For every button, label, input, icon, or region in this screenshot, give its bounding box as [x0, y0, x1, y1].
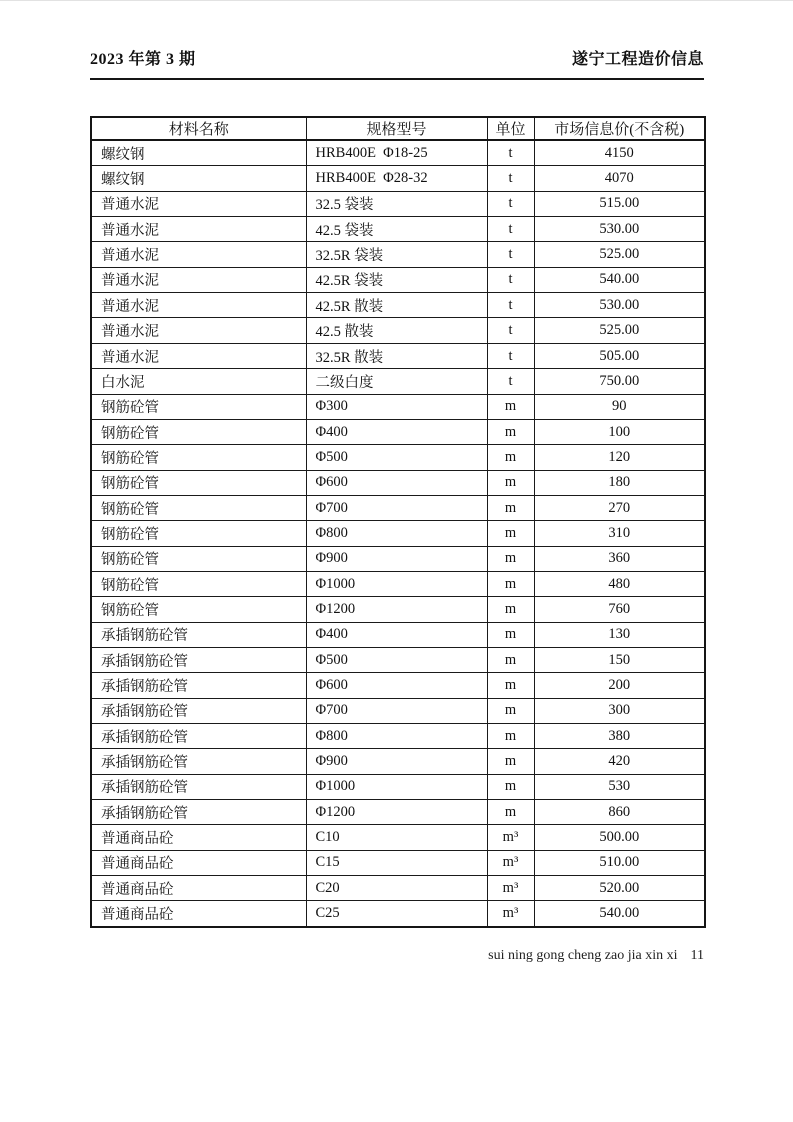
cell-material-name: 钢筋砼管 — [91, 445, 306, 470]
table-row — [91, 394, 705, 419]
cell-spec-model: Φ1000 — [306, 571, 487, 596]
cell-unit: m — [487, 521, 534, 546]
cell-material-name: 普通水泥 — [91, 242, 306, 267]
cell-spec-model: Φ1200 — [306, 597, 487, 622]
cell-material-name: 普通水泥 — [91, 318, 306, 343]
cell-unit: m³ — [487, 901, 534, 927]
cell-market-price: 100 — [534, 419, 705, 444]
cell-material-name: 钢筋砼管 — [91, 394, 306, 419]
cell-market-price: 520.00 — [534, 876, 705, 901]
column-header-material: 材料名称 — [91, 117, 306, 140]
cell-market-price: 130 — [534, 622, 705, 647]
cell-spec-model: Φ500 — [306, 445, 487, 470]
table-row — [91, 140, 705, 166]
table-row — [91, 419, 705, 444]
cell-spec-model: C15 — [306, 850, 487, 875]
cell-spec-model: C10 — [306, 825, 487, 850]
cell-spec-model: Φ600 — [306, 673, 487, 698]
column-header-spec: 规格型号 — [306, 117, 487, 140]
cell-market-price: 150 — [534, 647, 705, 672]
cell-unit: m — [487, 470, 534, 495]
cell-unit: t — [487, 293, 534, 318]
cell-unit: t — [487, 267, 534, 292]
cell-unit: m³ — [487, 825, 534, 850]
cell-spec-model: 42.5R 散装 — [306, 293, 487, 318]
cell-unit: m — [487, 774, 534, 799]
cell-spec-model: HRB400E Φ28-32 — [306, 166, 487, 191]
cell-market-price: 860 — [534, 800, 705, 825]
cell-spec-model: 32.5 袋装 — [306, 191, 487, 216]
cell-market-price: 120 — [534, 445, 705, 470]
cell-market-price: 750.00 — [534, 369, 705, 394]
cell-spec-model: C20 — [306, 876, 487, 901]
table-row — [91, 901, 705, 927]
table-row — [91, 495, 705, 520]
table-row — [91, 521, 705, 546]
cell-unit: m — [487, 723, 534, 748]
column-header-price: 市场信息价(不含税) — [534, 117, 705, 140]
table-row — [91, 597, 705, 622]
cell-market-price: 515.00 — [534, 191, 705, 216]
table-row — [91, 191, 705, 216]
cell-material-name: 普通商品砼 — [91, 901, 306, 927]
cell-material-name: 承插钢筋砼管 — [91, 800, 306, 825]
table-row — [91, 445, 705, 470]
cell-unit: t — [487, 318, 534, 343]
cell-material-name: 普通水泥 — [91, 293, 306, 318]
cell-material-name: 螺纹钢 — [91, 166, 306, 191]
cell-market-price: 4150 — [534, 140, 705, 166]
cell-unit: m — [487, 546, 534, 571]
cell-material-name: 螺纹钢 — [91, 140, 306, 166]
cell-material-name: 普通水泥 — [91, 267, 306, 292]
cell-spec-model: 42.5 散装 — [306, 318, 487, 343]
table-row — [91, 876, 705, 901]
cell-spec-model: 42.5R 袋装 — [306, 267, 487, 292]
cell-unit: m — [487, 495, 534, 520]
cell-material-name: 钢筋砼管 — [91, 419, 306, 444]
cell-spec-model: 42.5 袋装 — [306, 217, 487, 242]
cell-spec-model: Φ800 — [306, 521, 487, 546]
table-row — [91, 369, 705, 394]
table-row — [91, 698, 705, 723]
cell-material-name: 普通水泥 — [91, 217, 306, 242]
cell-unit: t — [487, 166, 534, 191]
price-table-body — [91, 140, 705, 927]
cell-market-price: 480 — [534, 571, 705, 596]
cell-spec-model: C25 — [306, 901, 487, 927]
cell-market-price: 540.00 — [534, 267, 705, 292]
cell-spec-model: Φ500 — [306, 647, 487, 672]
table-row — [91, 546, 705, 571]
table-row — [91, 343, 705, 368]
table-row — [91, 850, 705, 875]
cell-material-name: 钢筋砼管 — [91, 521, 306, 546]
cell-material-name: 普通水泥 — [91, 343, 306, 368]
cell-unit: m — [487, 647, 534, 672]
cell-unit: t — [487, 191, 534, 216]
cell-spec-model: Φ900 — [306, 749, 487, 774]
cell-market-price: 4070 — [534, 166, 705, 191]
scan-edge — [0, 0, 793, 1]
cell-unit: m — [487, 571, 534, 596]
cell-unit: m — [487, 419, 534, 444]
table-row — [91, 647, 705, 672]
table-header-row — [91, 117, 705, 140]
table-row — [91, 622, 705, 647]
cell-market-price: 200 — [534, 673, 705, 698]
cell-market-price: 525.00 — [534, 318, 705, 343]
cell-market-price: 510.00 — [534, 850, 705, 875]
cell-spec-model: HRB400E Φ18-25 — [306, 140, 487, 166]
cell-spec-model: Φ900 — [306, 546, 487, 571]
cell-material-name: 钢筋砼管 — [91, 546, 306, 571]
cell-market-price: 530 — [534, 774, 705, 799]
cell-material-name: 承插钢筋砼管 — [91, 647, 306, 672]
cell-spec-model: Φ1200 — [306, 800, 487, 825]
cell-market-price: 90 — [534, 394, 705, 419]
page-footer — [90, 948, 704, 964]
cell-unit: t — [487, 242, 534, 267]
cell-market-price: 270 — [534, 495, 705, 520]
cell-unit: t — [487, 217, 534, 242]
table-row — [91, 774, 705, 799]
cell-material-name: 承插钢筋砼管 — [91, 749, 306, 774]
table-row — [91, 267, 705, 292]
cell-unit: t — [487, 369, 534, 394]
cell-unit: m — [487, 800, 534, 825]
table-row — [91, 825, 705, 850]
cell-material-name: 钢筋砼管 — [91, 470, 306, 495]
cell-material-name: 白水泥 — [91, 369, 306, 394]
cell-spec-model: Φ800 — [306, 723, 487, 748]
cell-spec-model: Φ400 — [306, 622, 487, 647]
table-row — [91, 673, 705, 698]
cell-spec-model: Φ700 — [306, 698, 487, 723]
footer-pinyin: sui ning gong cheng zao jia xin xi — [488, 948, 678, 963]
cell-material-name: 钢筋砼管 — [91, 495, 306, 520]
cell-spec-model: Φ1000 — [306, 774, 487, 799]
cell-spec-model: Φ300 — [306, 394, 487, 419]
cell-unit: m — [487, 622, 534, 647]
cell-unit: m — [487, 445, 534, 470]
cell-spec-model: Φ400 — [306, 419, 487, 444]
cell-market-price: 525.00 — [534, 242, 705, 267]
cell-unit: m — [487, 597, 534, 622]
cell-spec-model: Φ700 — [306, 495, 487, 520]
table-row — [91, 166, 705, 191]
cell-market-price: 420 — [534, 749, 705, 774]
cell-material-name: 承插钢筋砼管 — [91, 774, 306, 799]
cell-material-name: 承插钢筋砼管 — [91, 698, 306, 723]
page-number: 11 — [690, 948, 704, 963]
cell-material-name: 钢筋砼管 — [91, 597, 306, 622]
cell-market-price: 540.00 — [534, 901, 705, 927]
cell-market-price: 500.00 — [534, 825, 705, 850]
cell-material-name: 普通水泥 — [91, 191, 306, 216]
cell-unit: m — [487, 394, 534, 419]
table-row — [91, 470, 705, 495]
cell-unit: t — [487, 343, 534, 368]
cell-market-price: 530.00 — [534, 293, 705, 318]
cell-material-name: 承插钢筋砼管 — [91, 622, 306, 647]
cell-unit: m — [487, 673, 534, 698]
cell-material-name: 承插钢筋砼管 — [91, 723, 306, 748]
cell-spec-model: 32.5R 袋装 — [306, 242, 487, 267]
cell-market-price: 300 — [534, 698, 705, 723]
cell-unit: m³ — [487, 876, 534, 901]
cell-spec-model: 32.5R 散装 — [306, 343, 487, 368]
cell-spec-model: 二级白度 — [306, 369, 487, 394]
table-row — [91, 318, 705, 343]
table-row — [91, 217, 705, 242]
cell-material-name: 钢筋砼管 — [91, 571, 306, 596]
cell-market-price: 360 — [534, 546, 705, 571]
cell-market-price: 310 — [534, 521, 705, 546]
table-row — [91, 242, 705, 267]
cell-market-price: 180 — [534, 470, 705, 495]
running-head — [90, 46, 704, 80]
issue-label: 2023 年第 3 期 — [90, 51, 196, 68]
cell-spec-model: Φ600 — [306, 470, 487, 495]
cell-unit: m — [487, 749, 534, 774]
cell-material-name: 普通商品砼 — [91, 850, 306, 875]
cell-market-price: 530.00 — [534, 217, 705, 242]
material-price-table — [90, 116, 706, 928]
table-row — [91, 749, 705, 774]
table-row — [91, 293, 705, 318]
cell-material-name: 承插钢筋砼管 — [91, 673, 306, 698]
cell-unit: m³ — [487, 850, 534, 875]
cell-market-price: 380 — [534, 723, 705, 748]
cell-market-price: 760 — [534, 597, 705, 622]
cell-unit: m — [487, 698, 534, 723]
table-row — [91, 571, 705, 596]
table-row — [91, 800, 705, 825]
cell-market-price: 505.00 — [534, 343, 705, 368]
cell-unit: t — [487, 140, 534, 166]
table-row — [91, 723, 705, 748]
column-header-unit: 单位 — [487, 117, 534, 140]
publication-title: 遂宁工程造价信息 — [571, 51, 704, 68]
cell-material-name: 普通商品砼 — [91, 876, 306, 901]
cell-material-name: 普通商品砼 — [91, 825, 306, 850]
